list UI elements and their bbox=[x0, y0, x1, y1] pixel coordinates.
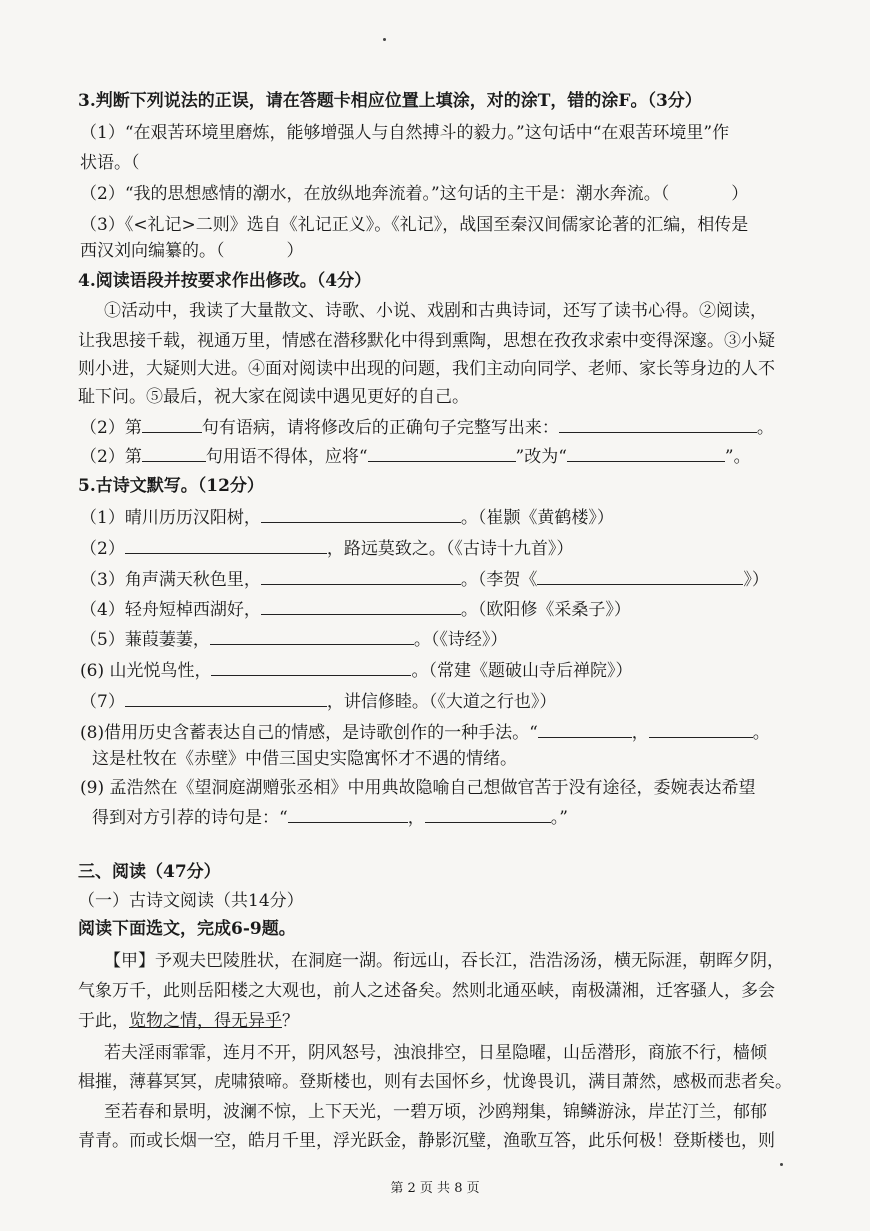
q4-sub1-prefix: （2）第 bbox=[80, 418, 142, 438]
q5-line5 bbox=[80, 626, 810, 653]
q3-item2-close: ） bbox=[731, 184, 749, 204]
q5-line6 bbox=[80, 657, 810, 684]
q5-l6-blank[interactable] bbox=[211, 657, 411, 676]
q4-sub2-blank-to[interactable] bbox=[567, 443, 725, 462]
q3-title: 3.判断下列说法的正误，请在答题卡相应位置上填涂，对的涂T，错的涂F。（3分） bbox=[78, 91, 702, 111]
q5-l8-comma: ， bbox=[631, 723, 649, 743]
q5-l3-source: 。（李贺《 bbox=[460, 570, 538, 590]
passage-jia-line5: 楫摧，薄暮冥冥，虎啸猿啼。登斯楼也，则有去国怀乡，忧谗畏讥，满目萧然，感极而悲者矣。 bbox=[78, 1072, 792, 1092]
q5-l9-end: 。” bbox=[550, 808, 568, 828]
q5-title: 5.古诗文默写。（12分） bbox=[78, 476, 264, 496]
q5-l4-blank[interactable] bbox=[261, 596, 461, 615]
passage-jia-line4: 若夫淫雨霏霏，连月不开，阴风怒号，浊浪排空，日星隐曜，山岳潜形，商旅不行，樯倾 bbox=[104, 1043, 767, 1063]
q5-l4-source: 。（欧阳修《采桑子》） bbox=[460, 600, 631, 620]
q4-sub2-end: ”。 bbox=[724, 447, 751, 467]
q5-l6-text: (6) 山光悦鸟性， bbox=[80, 661, 212, 681]
q4-sub1-text: 句有语病，请将修改后的正确句子完整写出来： bbox=[201, 418, 559, 438]
passage-jia-underlined: 览物之情，得无异乎 bbox=[129, 1011, 282, 1031]
passage-jia-line3 bbox=[78, 1008, 810, 1034]
q5-l9-text: 得到对方引荐的诗句是：“ bbox=[92, 808, 288, 828]
q5-l2-blank[interactable] bbox=[125, 535, 327, 554]
q5-line9b bbox=[92, 804, 810, 831]
q5-l9-blank2[interactable] bbox=[425, 804, 551, 823]
passage-jia-line2: 气象万千，此则岳阳楼之大观也，前人之述备矣。然则北通巫峡，南极潇湘，迁客骚人，多会 bbox=[78, 981, 775, 1001]
q3-item2 bbox=[80, 181, 810, 207]
q5-l1-text: （1）晴川历历汉阳树， bbox=[80, 508, 261, 528]
q3-item3-close: ） bbox=[286, 241, 304, 261]
q4-sub2 bbox=[80, 443, 810, 470]
q4-passage-line1: ①活动中，我读了大量散文、诗歌、小说、戏剧和古典诗词，还写了读书心得。②阅读， bbox=[104, 301, 767, 321]
q3-item3-text: 西汉刘向编纂的。（ bbox=[80, 241, 225, 261]
q5-l8-end: 。 bbox=[752, 723, 770, 743]
q5-l8-blank2[interactable] bbox=[649, 719, 753, 738]
q5-l7-text: ，讲信修睦。（《大道之行也》） bbox=[326, 692, 557, 712]
q5-l3-blank[interactable] bbox=[261, 566, 461, 585]
q5-line7 bbox=[80, 688, 810, 715]
q5-line4 bbox=[80, 596, 810, 623]
q4-sub2-blank-num[interactable] bbox=[142, 443, 206, 462]
section3-subtitle: （一）古诗文阅读（共14分） bbox=[78, 891, 304, 911]
passage-jia-line1: 【甲】予观夫巴陵胜状，在洞庭一湖。衔远山，吞长江，浩浩汤汤，横无际涯，朝晖夕阴， bbox=[104, 951, 784, 971]
section3-instructions: 阅读下面选文，完成6-9题。 bbox=[78, 919, 296, 939]
scan-speck bbox=[383, 38, 386, 41]
q3-item2-text: （2）“我的思想感情的潮水，在放纵地奔流着。”这句话的主干是：潮水奔流。（ bbox=[80, 184, 670, 204]
q4-sub2-text: 句用语不得体，应将“ bbox=[205, 447, 368, 467]
q5-line9a: (9) 孟浩然在《望洞庭湖赠张丞相》中用典故隐喻自己想做官苦于没有途径，委婉表达希望 bbox=[80, 778, 756, 798]
q4-sub1-end: 。 bbox=[756, 418, 774, 438]
passage-jia-line3-end: ？ bbox=[282, 1011, 299, 1031]
q4-sub2-mid: ”改为“ bbox=[515, 447, 567, 467]
section3-title: 三、阅读（47分） bbox=[78, 862, 221, 882]
passage-jia-line7: 青青。而或长烟一空，皓月千里，浮光跃金，静影沉璧，渔歌互答，此乐何极！登斯楼也，则 bbox=[78, 1131, 775, 1151]
q3-item1-line2: 状语。（ bbox=[80, 153, 140, 173]
q4-passage-line3: 则小进，大疑则大进。④面对阅读中出现的问题，我们主动向同学、老师、家长等身边的人不 bbox=[78, 359, 775, 379]
q5-line1 bbox=[80, 504, 810, 531]
q4-sub1-blank-answer[interactable] bbox=[559, 414, 757, 433]
q5-l8-text: (8)借用历史含蓄表达自己的情感，是诗歌创作的一种手法。“ bbox=[80, 723, 538, 743]
q5-line3 bbox=[80, 566, 810, 593]
q5-l2-num: （2） bbox=[80, 539, 125, 559]
q5-l5-source: 。（《诗经》） bbox=[413, 630, 508, 650]
q5-l7-num: （7） bbox=[80, 692, 125, 712]
scan-speck bbox=[780, 1163, 783, 1166]
q5-l9-comma: ， bbox=[407, 808, 425, 828]
q4-sub1-blank-num[interactable] bbox=[142, 414, 202, 433]
q3-item1-line1: （1）“在艰苦环境里磨炼，能够增强人与自然搏斗的毅力。”这句话中“在艰苦环境里”作 bbox=[80, 123, 730, 143]
q3-item3-line1: （3）《<礼记>二则》选自《礼记正义》。《礼记》，战国至秦汉间儒家论著的汇编，相传是 bbox=[80, 215, 749, 235]
q4-sub2-blank-from[interactable] bbox=[368, 443, 516, 462]
q5-l5-text: （5）蒹葭萋萋， bbox=[80, 630, 210, 650]
q5-l4-text: （4）轻舟短棹西湖好， bbox=[80, 600, 261, 620]
passage-jia-line6: 至若春和景明，波澜不惊，上下天光，一碧万顷，沙鸥翔集，锦鳞游泳，岸芷汀兰，郁郁 bbox=[104, 1102, 767, 1122]
q4-sub1 bbox=[80, 414, 810, 441]
q5-l7-blank[interactable] bbox=[125, 688, 327, 707]
q5-l3-blank-title[interactable] bbox=[537, 566, 743, 585]
q5-l9-blank1[interactable] bbox=[288, 804, 408, 823]
page-footer: 第 2 页 共 8 页 bbox=[390, 1181, 480, 1196]
q5-l1-source: 。（崔颢《黄鹤楼》） bbox=[460, 508, 614, 528]
q5-l5-blank[interactable] bbox=[210, 626, 414, 645]
q5-l2-text: ，路远莫致之。（《古诗十九首》） bbox=[326, 539, 574, 559]
passage-jia-line3-start: 于此， bbox=[78, 1011, 129, 1031]
q4-passage-line4: 耻下问。⑤最后，祝大家在阅读中遇见更好的自己。 bbox=[78, 387, 469, 407]
q5-line8 bbox=[80, 719, 810, 746]
q4-passage-line2: 让我思接千载，视通万里，情感在潜移默化中得到熏陶，思想在孜孜求索中变得深邃。③小疑 bbox=[78, 331, 775, 351]
q4-sub2-prefix: （2）第 bbox=[80, 447, 142, 467]
q5-l1-blank[interactable] bbox=[261, 504, 461, 523]
q4-title: 4.阅读语段并按要求作出修改。（4分） bbox=[78, 271, 372, 291]
q5-line8-note: 这是杜牧在《赤壁》中借三国史实隐寓怀才不遇的情绪。 bbox=[92, 749, 517, 769]
q5-l6-source: 。（常建《题破山寺后禅院》） bbox=[411, 661, 633, 681]
q5-l8-blank1[interactable] bbox=[538, 719, 632, 738]
q5-l3-text: （3）角声满天秋色里， bbox=[80, 570, 261, 590]
q5-line2 bbox=[80, 535, 810, 562]
q3-item3-line2 bbox=[80, 238, 810, 264]
q5-l3-end: 》） bbox=[743, 570, 769, 590]
